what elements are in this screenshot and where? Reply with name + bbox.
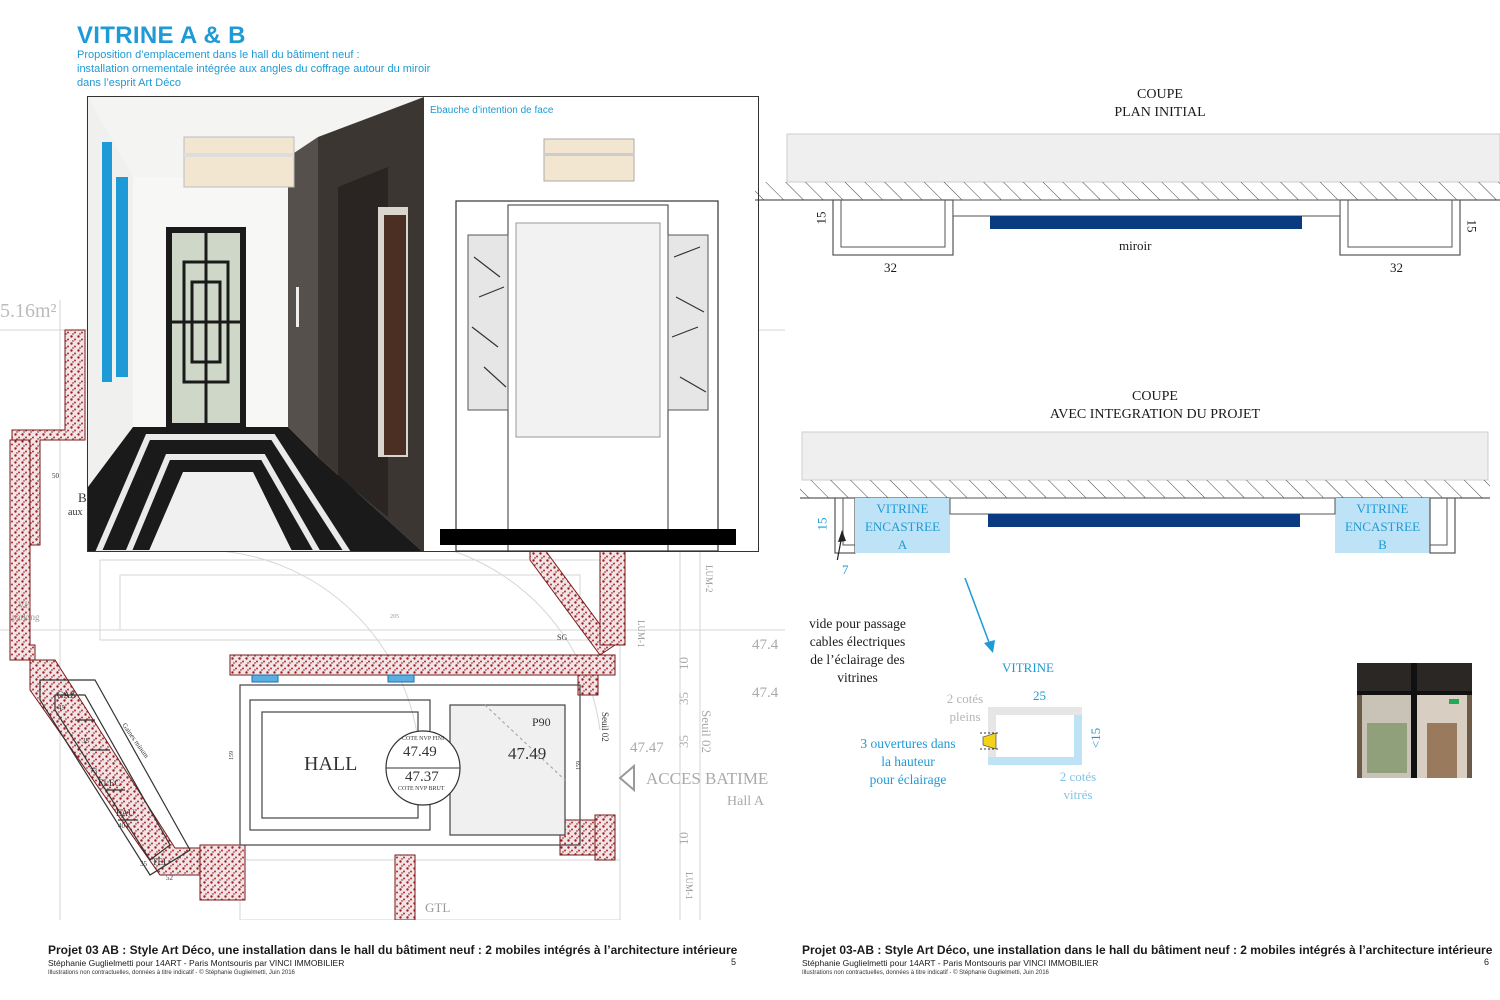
page-title: VITRINE A & B	[77, 22, 246, 49]
page-number-5: 5	[731, 957, 737, 967]
left-footer-title-bold: Projet 03 AB :	[48, 943, 127, 957]
subtitle-line-1: Proposition d’emplacement dans le hall du bâtiment neuf :	[77, 49, 360, 61]
gaz-label: GAZ	[57, 690, 76, 700]
cable-note-line1: vide pour passage	[809, 616, 906, 631]
level-47-4b: 47.4	[752, 685, 779, 701]
mirror-label: miroir	[1119, 238, 1152, 253]
page-number-6: 6	[1484, 957, 1490, 967]
sketch-label: Ebauche d’intention de face	[430, 105, 554, 116]
vitrine-b-label	[1335, 500, 1430, 554]
dim-159: 159	[229, 751, 235, 760]
dim-35c: 35	[676, 692, 691, 705]
section2-title-line1: COUPE	[1132, 389, 1178, 404]
vitrine-b-line3: B	[1378, 537, 1387, 552]
gaines-label: Gaines minum	[120, 721, 151, 760]
cable-note	[790, 615, 925, 687]
left-footer-title	[48, 943, 737, 957]
cote-brut-label: COTE NVP BRUT	[398, 786, 445, 792]
cable-note-line4: vitrines	[837, 670, 878, 685]
section2-title	[1005, 388, 1305, 424]
detail-width: 25	[1033, 688, 1046, 703]
s1-dim-left: 32	[884, 260, 897, 275]
dim-35: 35	[82, 737, 89, 745]
level-47-47: 47.47	[630, 740, 664, 756]
level-47-4a: 47.4	[752, 637, 779, 653]
seuil-label-2: Seuil 02	[699, 710, 714, 753]
b-label: B	[78, 490, 87, 505]
vitrine-a-line2: ENCASTREE	[864, 519, 941, 534]
s1-dim-right: 32	[1390, 260, 1403, 275]
lum1-label: LUM-1	[636, 620, 646, 648]
right-footer-title	[802, 943, 1492, 957]
openings-line2: la hauteur	[881, 754, 935, 769]
elec-label: ELEC	[98, 778, 121, 788]
cote-brut: 47.37	[405, 769, 439, 785]
plan-hall-label: HALL	[304, 753, 358, 775]
s2-dim-gap: 7	[842, 562, 849, 577]
section1-title-line2: PLAN INITIAL	[1114, 105, 1206, 120]
tel-label: TEL	[152, 857, 169, 867]
hall-render-photo	[88, 97, 424, 552]
subtitle-line-2: installation ornementale intégrée aux angles du coffrage autour du miroir	[77, 63, 431, 75]
front-elevation-sketch	[424, 97, 759, 552]
openings-line3: pour éclairage	[869, 772, 947, 787]
right-footer-title-rest: Style Art Déco, une installation dans le hall du bâtiment neuf : 2 mobiles intégrés à l’architecture intérieure	[881, 943, 1493, 957]
eau-label: EAU	[116, 808, 135, 818]
detail-title: VITRINE	[1002, 660, 1054, 675]
vitrine-a-line3: A	[897, 537, 908, 552]
aux-label: aux	[68, 507, 83, 518]
p90-label: P90	[532, 715, 551, 729]
left-footer-title-rest: Style Art Déco, une installation dans le hall du bâtiment neuf : 2 mobiles intégrés à l’architecture intérieure	[126, 943, 738, 957]
dim-35d: 35	[676, 735, 691, 748]
dim-73: 73	[90, 767, 97, 775]
vitrine-a-line1: VITRINE	[876, 501, 929, 516]
lum1b-label: LUM-1	[684, 872, 694, 900]
cable-note-line2: cables électriques	[809, 634, 906, 649]
dim-52: 52	[166, 874, 173, 882]
vh-label: VH	[18, 600, 31, 610]
plan-area: 5.16m²	[0, 300, 57, 322]
cote-finie-label: COTE NVP FINI	[402, 736, 445, 742]
right-footer-credit: Stéphanie Guglielmetti pour 14ART - Paris Montsouris par VINCI IMMOBILIER	[802, 958, 1099, 968]
sg-label: SG	[557, 633, 568, 642]
glass-sides-line1: 2 cotés	[1059, 769, 1097, 784]
detail-drawing	[980, 705, 1090, 770]
right-level: 47.49	[508, 744, 547, 763]
seuil-label: Seuil 02	[600, 712, 610, 742]
cote-finie: 47.49	[403, 744, 437, 760]
subtitle-line-3: dans l’esprit Art Déco	[77, 77, 181, 89]
lum2-label: LUM-2	[704, 565, 714, 593]
dim-10: 10	[676, 657, 691, 670]
s1-dim-left-vertical: 15	[813, 211, 829, 225]
vitrine-b-line1: VITRINE	[1356, 501, 1409, 516]
gtl-label: GTL	[425, 900, 451, 915]
acces-label: ACCES BATIME	[646, 769, 769, 788]
dim-205: 205	[390, 614, 399, 620]
plain-sides-label	[935, 690, 995, 726]
cable-note-line3: de l’éclairage des	[810, 652, 905, 667]
right-footer-title-bold: Projet 03-AB :	[802, 943, 882, 957]
dim-40: 40	[118, 822, 125, 830]
glass-sides-label	[1048, 768, 1108, 804]
section2-title-line2: AVEC INTEGRATION DU PROJET	[1049, 407, 1261, 422]
vitrine-reference-photo	[1357, 663, 1472, 778]
left-footer-credit: Stéphanie Guglielmetti pour 14ART - Paris Montsouris par VINCI IMMOBILIER	[48, 958, 345, 968]
right-footer-disclaimer: Illustrations non contractuelles, données à titre indicatif - © Stéphanie Guglielmetti, Juin 2016	[802, 970, 1049, 976]
hall-a-label: Hall A	[727, 794, 764, 809]
glass-sides-line2: vitrés	[1063, 787, 1093, 802]
dim-50: 50	[52, 472, 59, 480]
left-footer-disclaimer: Illustrations non contractuelles, données à titre indicatif - © Stéphanie Guglielmetti, Juin 2016	[48, 970, 295, 976]
section1-title	[1060, 86, 1260, 122]
parking-label: parking	[12, 612, 40, 622]
detail-arrow	[960, 575, 1000, 655]
photo-sketch-panel	[87, 96, 759, 552]
openings-label	[848, 735, 968, 789]
detail-height: <15	[1088, 727, 1104, 749]
openings-line1: 3 ouvertures dans	[860, 736, 956, 751]
vitrine-b-line2: ENCASTREE	[1344, 519, 1421, 534]
dim-45: 45	[58, 704, 65, 712]
dim-159b: 159	[576, 761, 582, 770]
plain-sides-line1: 2 cotés	[946, 691, 984, 706]
dim-35b: 35	[140, 860, 147, 868]
vitrine-a-label	[855, 500, 950, 554]
section1-title-line1: COUPE	[1137, 87, 1183, 102]
dim-10b: 10	[676, 832, 691, 845]
plain-sides-line2: pleins	[949, 709, 981, 724]
s1-dim-right-vertical: 15	[1464, 219, 1480, 233]
s2-dim-vertical: 15	[814, 517, 830, 531]
